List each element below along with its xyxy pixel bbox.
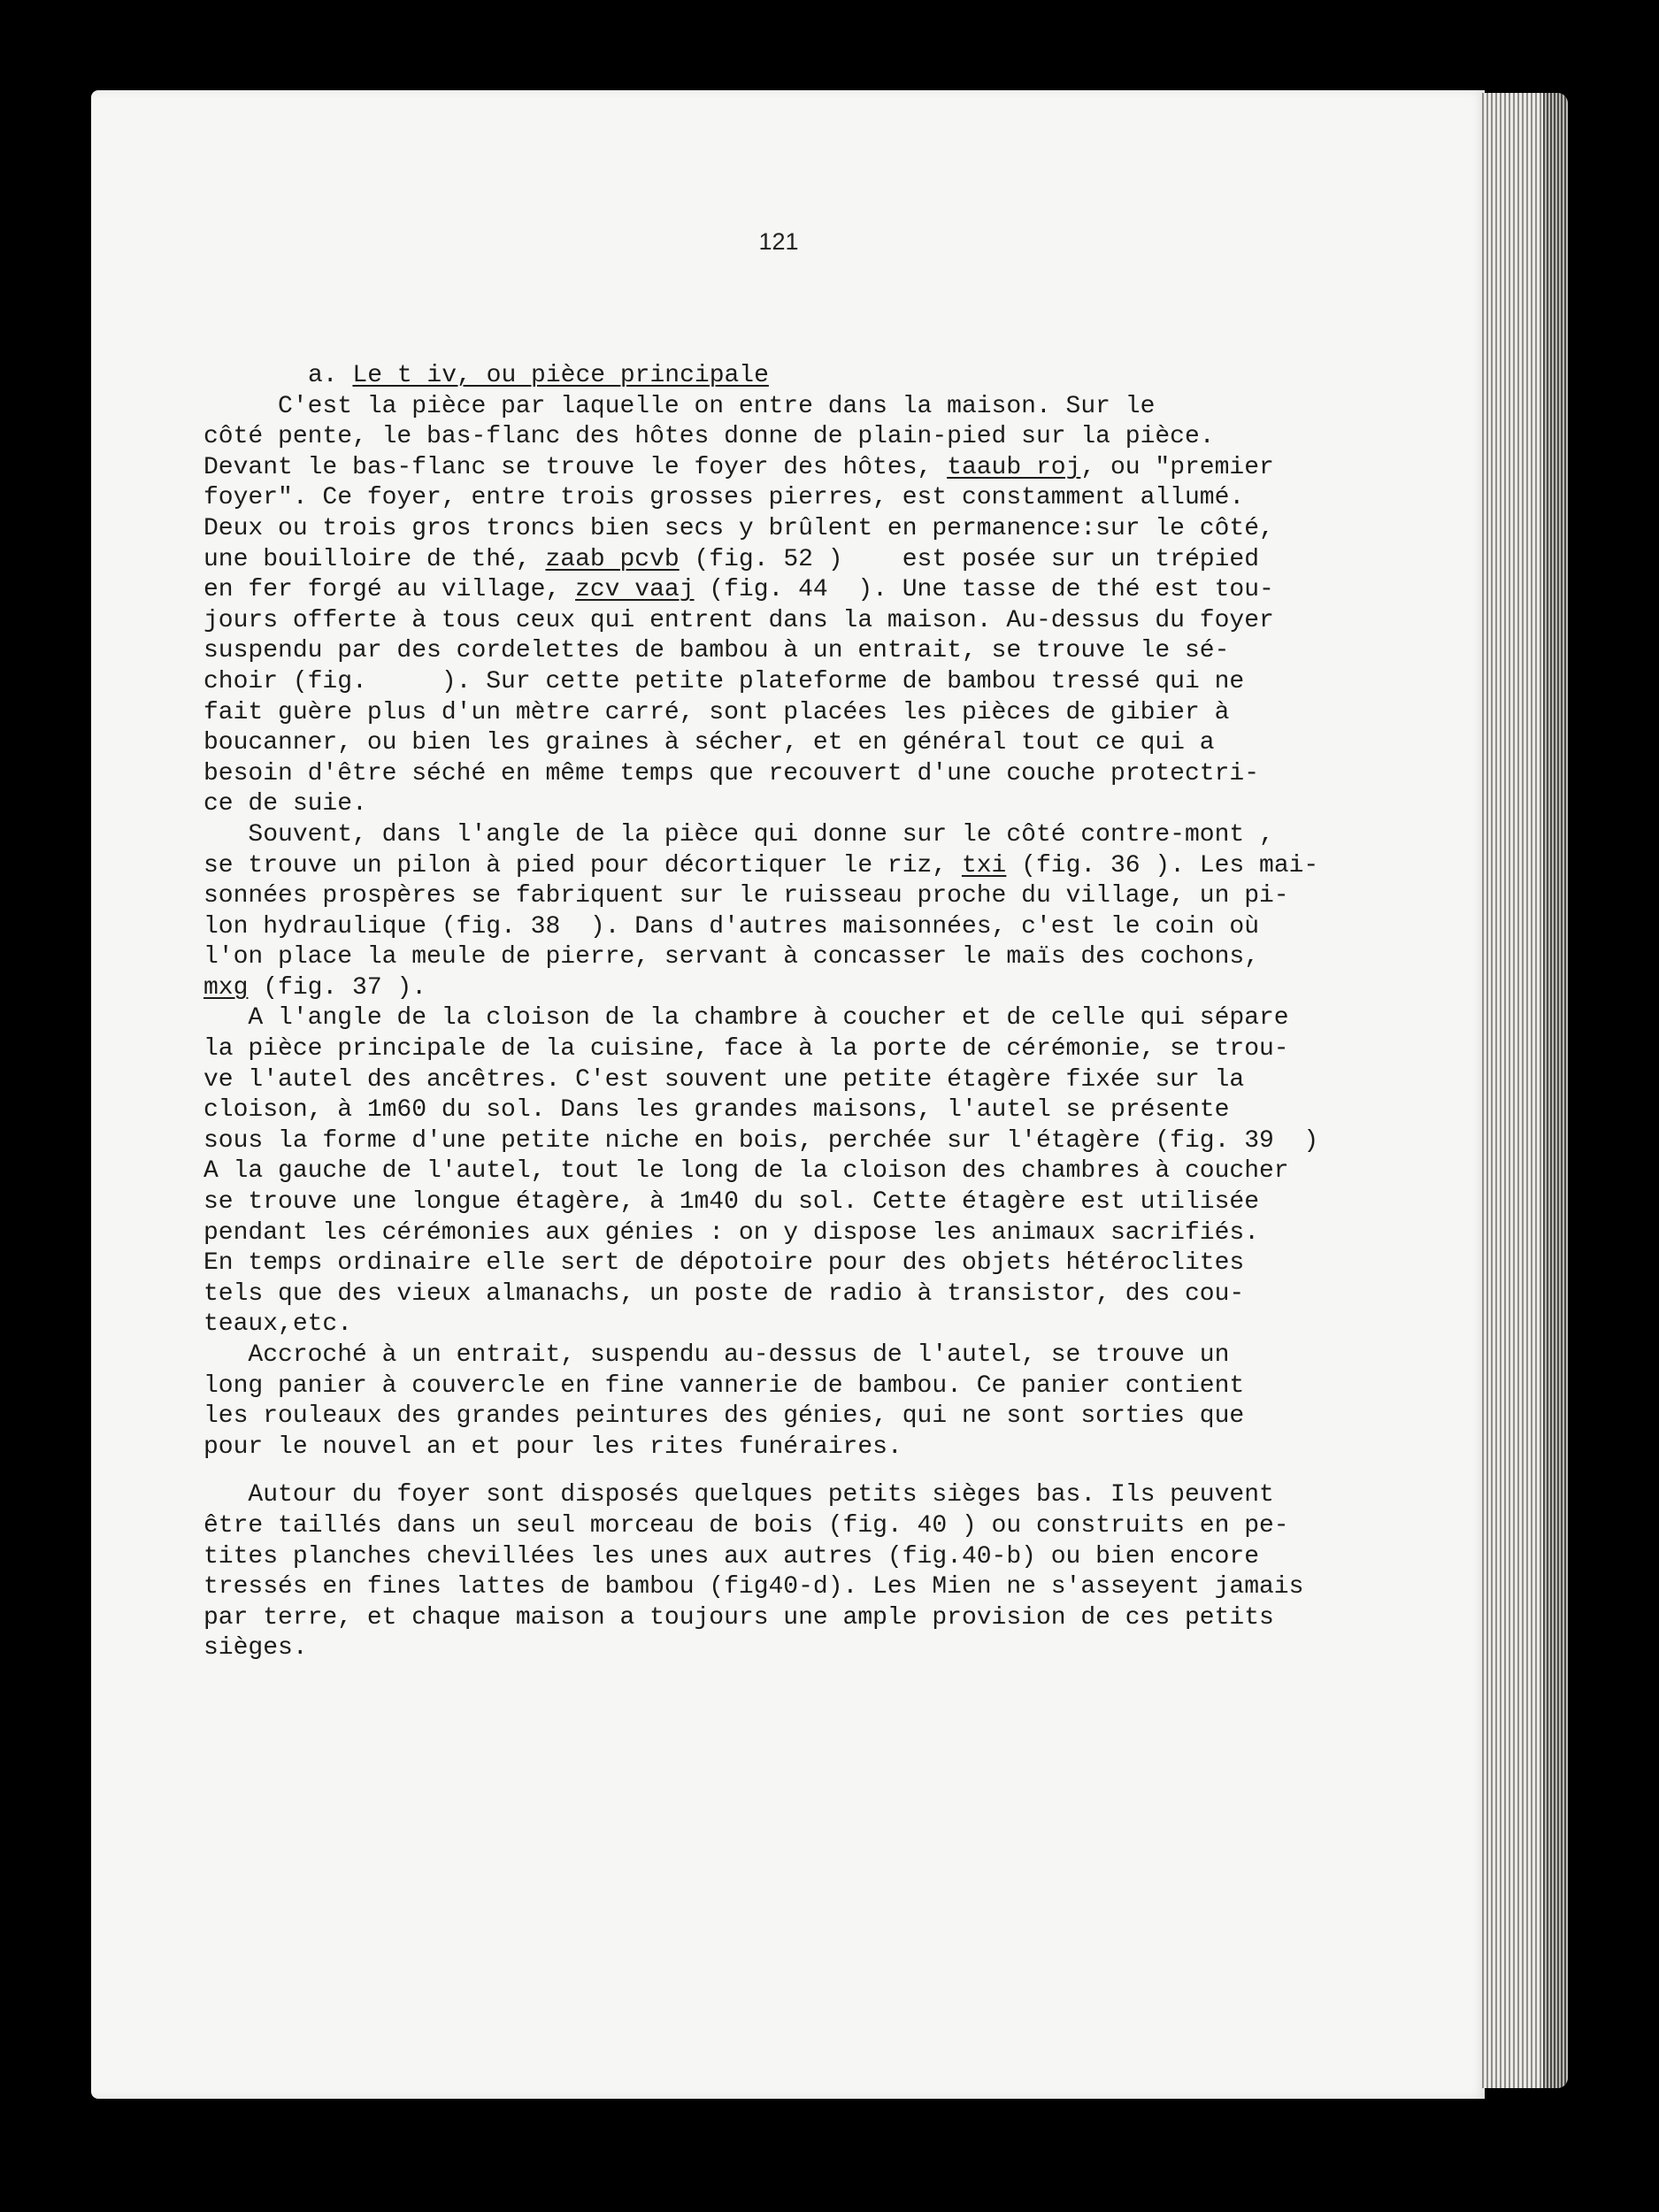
text-line: foyer". Ce foyer, entre trois grosses pierres, est constamment allumé. bbox=[204, 484, 1245, 512]
text-line: une bouilloire de thé, zaab pcvb (fig. 52 ) est posée sur un trépied bbox=[204, 545, 1260, 573]
text-line: se trouve un pilon à pied pour décortiquer le riz, txi (fig. 36 ). Les mai- bbox=[204, 851, 1319, 879]
paragraph-gap bbox=[204, 1463, 1380, 1480]
text-line: la pièce principale de la cuisine, face à la porte de cérémonie, se trou- bbox=[204, 1035, 1289, 1064]
text-line: teaux,etc. bbox=[204, 1310, 353, 1339]
page-text bbox=[204, 361, 1380, 1664]
text-line: tels que des vieux almanachs, un poste de radio à transistor, des cou- bbox=[204, 1279, 1245, 1308]
paragraph bbox=[204, 1480, 1380, 1664]
body-text bbox=[204, 392, 1380, 1664]
text-line: ve l'autel des ancêtres. C'est souvent une petite étagère fixée sur la bbox=[204, 1065, 1245, 1094]
text-line: en fer forgé au village, zcv vaaj (fig. 44 ). Une tasse de thé est tou- bbox=[204, 576, 1274, 604]
paragraph bbox=[204, 392, 1380, 820]
text-line: lon hydraulique (fig. 38 ). Dans d'autres maisonnées, c'est le coin où bbox=[204, 912, 1259, 941]
underlined-term: mxg bbox=[204, 973, 249, 1002]
text-line: Souvent, dans l'angle de la pièce qui donne sur le côté contre-mont , bbox=[204, 820, 1274, 849]
text-line: être taillés dans un seul morceau de bois (fig. 40 ) ou construits en pe- bbox=[204, 1511, 1289, 1540]
text-line: se trouve une longue étagère, à 1m40 du sol. Cette étagère est utilisée bbox=[204, 1188, 1259, 1217]
page-number: 121 bbox=[758, 228, 799, 255]
underlined-term: zcv vaaj bbox=[575, 576, 695, 604]
text-line: cloison, à 1m60 du sol. Dans les grandes maisons, l'autel se présente bbox=[204, 1096, 1230, 1125]
text-line: Devant le bas-flanc se trouve le foyer des hôtes, taaub roj, ou "premier bbox=[204, 453, 1274, 481]
book-page-edges bbox=[1479, 93, 1568, 2088]
text-line: Autour du foyer sont disposés quelques petits sièges bas. Ils peuvent bbox=[204, 1481, 1274, 1509]
text-line: côté pente, le bas-flanc des hôtes donne de plain-pied sur la pièce. bbox=[204, 423, 1215, 451]
heading-prefix: a. bbox=[308, 362, 353, 389]
underlined-term: zaab pcvb bbox=[545, 545, 680, 573]
text-line: pendant les cérémonies aux génies : on y dispose les animaux sacrifiés. bbox=[204, 1218, 1259, 1247]
text-line: jours offerte à tous ceux qui entrent dans la maison. Au-dessus du foyer bbox=[204, 606, 1274, 634]
text-line: besoin d'être séché en même temps que recouvert d'une couche protectri- bbox=[204, 759, 1259, 787]
paragraph bbox=[204, 1003, 1380, 1340]
text-line: Deux ou trois gros troncs bien secs y brûlent en permanence:sur le côté, bbox=[204, 514, 1274, 542]
text-line: boucanner, ou bien les graines à sécher, et en général tout ce qui a bbox=[204, 729, 1215, 757]
text-line: fait guère plus d'un mètre carré, sont placées les pièces de gibier à bbox=[204, 698, 1230, 726]
paragraph bbox=[204, 820, 1380, 1004]
section-heading bbox=[204, 361, 1380, 392]
text-line: par terre, et chaque maison a toujours une ample provision de ces petits bbox=[204, 1603, 1274, 1632]
text-line: sonnées prospères se fabriquent sur le ruisseau proche du village, un pi- bbox=[204, 882, 1289, 910]
text-line: tites planches chevillées les unes aux autres (fig.40-b) ou bien encore bbox=[204, 1542, 1259, 1571]
underlined-term: txi bbox=[961, 851, 1007, 879]
text-line: A la gauche de l'autel, tout le long de la cloison des chambres à coucher bbox=[204, 1157, 1289, 1186]
text-line: tressés en fines lattes de bambou (fig40-d). Les Mien ne s'asseyent jamais bbox=[204, 1573, 1304, 1601]
paragraph bbox=[204, 1340, 1380, 1463]
text-line: l'on place la meule de pierre, servant à concasser le maïs des cochons, bbox=[204, 943, 1259, 972]
text-line: long panier à couvercle en fine vannerie de bambou. Ce panier contient bbox=[204, 1371, 1245, 1400]
text-line: Accroché à un entrait, suspendu au-dessus de l'autel, se trouve un bbox=[204, 1341, 1230, 1369]
heading-title: Le t iv, ou pièce principale bbox=[352, 362, 769, 389]
text-line: ce de suie. bbox=[204, 790, 367, 818]
text-line: sous la forme d'une petite niche en bois, perchée sur l'étagère (fig. 39 ) bbox=[204, 1126, 1319, 1155]
text-line: mxg (fig. 37 ). bbox=[204, 973, 427, 1002]
underlined-term: taaub roj bbox=[947, 453, 1081, 481]
text-line: sièges. bbox=[204, 1634, 308, 1663]
text-line: choir (fig. ). Sur cette petite plateforme de bambou tressé qui ne bbox=[204, 667, 1245, 695]
text-line: suspendu par des cordelettes de bambou à un entrait, se trouve le sé- bbox=[204, 637, 1230, 665]
text-line: A l'angle de la cloison de la chambre à coucher et de celle qui sépare bbox=[204, 1004, 1289, 1033]
text-line: C'est la pièce par laquelle on entre dans la maison. Sur le bbox=[204, 392, 1156, 420]
text-line: En temps ordinaire elle sert de dépotoire pour des objets hétéroclites bbox=[204, 1249, 1245, 1278]
text-line: les rouleaux des grandes peintures des génies, qui ne sont sorties que bbox=[204, 1402, 1245, 1431]
text-line: pour le nouvel an et pour les rites funéraires. bbox=[204, 1432, 902, 1461]
